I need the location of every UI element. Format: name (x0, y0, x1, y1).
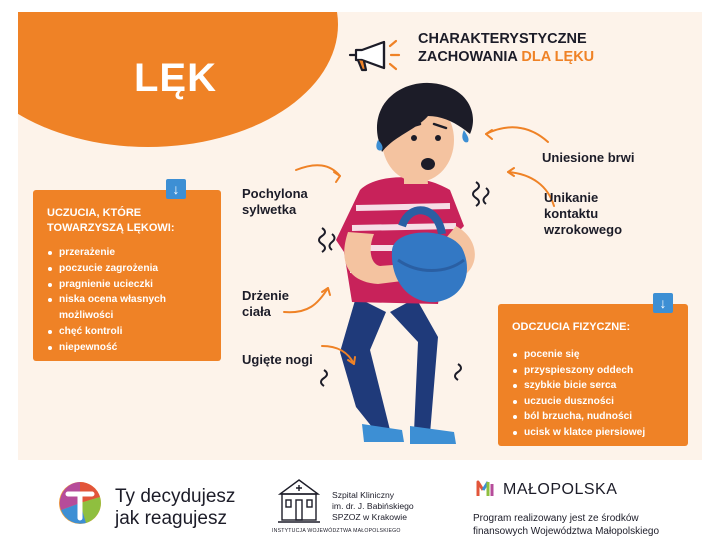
label-eye-line-1: Unikanie (544, 190, 599, 205)
hospital-name (332, 490, 414, 523)
hospital-line-2: im. dr. J. Babińskiego (332, 501, 414, 511)
program-line-2: finansowych Województwa Małopolskiego (473, 526, 660, 537)
label-eye-line-3: wzrokowego (544, 222, 623, 237)
program-line-1: Program realizowany jest ze środków (473, 513, 639, 524)
down-arrow-icon: ↓ (653, 293, 673, 313)
heading-prefix: ZACHOWANIA (418, 49, 522, 65)
hospital-building-icon (276, 478, 322, 524)
list-item: przyspieszony oddech (512, 363, 678, 379)
program-note (473, 512, 659, 538)
label-tremor (242, 288, 289, 320)
list-item: poczucie zagrożenia (47, 261, 211, 277)
label-tremor-line-1: Drżenie (242, 288, 289, 303)
feelings-title-line-1: UCZUCIA, KTÓRE (47, 207, 142, 219)
label-eyebrows: Uniesione brwi (542, 150, 635, 165)
feelings-card-title (47, 206, 211, 236)
label-posture-line-2: sylwetka (242, 202, 297, 217)
hospital-line-3: SPZOZ w Krakowie (332, 512, 407, 522)
page-title: LĘK (134, 56, 217, 100)
hospital-subtitle: INSTYTUCJA WOJEWÓDZTWA MAŁOPOLSKIEGO (272, 528, 401, 534)
heading-accent: DLA LĘKU (521, 49, 595, 65)
feelings-list (47, 245, 211, 356)
label-posture (242, 186, 308, 218)
feelings-card (33, 181, 221, 361)
list-item: przerażenie (47, 245, 211, 261)
list-item: pocenie się (512, 347, 678, 363)
region-name: MAŁOPOLSKA (503, 481, 618, 498)
ty-decydujesz-logo (56, 480, 104, 526)
physical-card (498, 295, 688, 446)
list-item: niepewność (47, 340, 211, 356)
label-legs: Ugięte nogi (242, 352, 313, 367)
label-tremor-line-2: ciała (242, 304, 271, 319)
list-item: uczucie duszności (512, 394, 678, 410)
list-item-continuation: możliwości (59, 310, 114, 322)
hospital-line-1: Szpital Kliniczny (332, 490, 395, 500)
label-eye-line-2: kontaktu (544, 206, 599, 221)
infographic-poster (18, 12, 702, 460)
physical-card-title: ODCZUCIA FIZYCZNE: (512, 321, 631, 333)
slogan-line-2: jak reagujesz (115, 508, 227, 529)
heading-line-1: CHARAKTERYSTYCZNE (418, 31, 587, 47)
list-item: niska ocena własnych (47, 292, 211, 308)
list-item: pragnienie ucieczki (47, 277, 211, 293)
down-arrow-icon: ↓ (166, 179, 186, 199)
list-item: ból brzucha, nudności (512, 409, 678, 425)
label-posture-line-1: Pochylona (242, 186, 308, 201)
feelings-title-line-2: TOWARZYSZĄ LĘKOWI: (47, 222, 175, 234)
list-item: szybkie bicie serca (512, 378, 678, 394)
slogan (115, 486, 235, 530)
list-item: chęć kontroli (47, 324, 211, 340)
malopolska-logo-icon (476, 478, 498, 498)
slogan-line-1: Ty decydujesz (115, 486, 236, 507)
list-item: ucisk w klatce piersiowej (512, 425, 678, 441)
label-eye-contact (544, 190, 622, 238)
physical-list (512, 347, 678, 441)
